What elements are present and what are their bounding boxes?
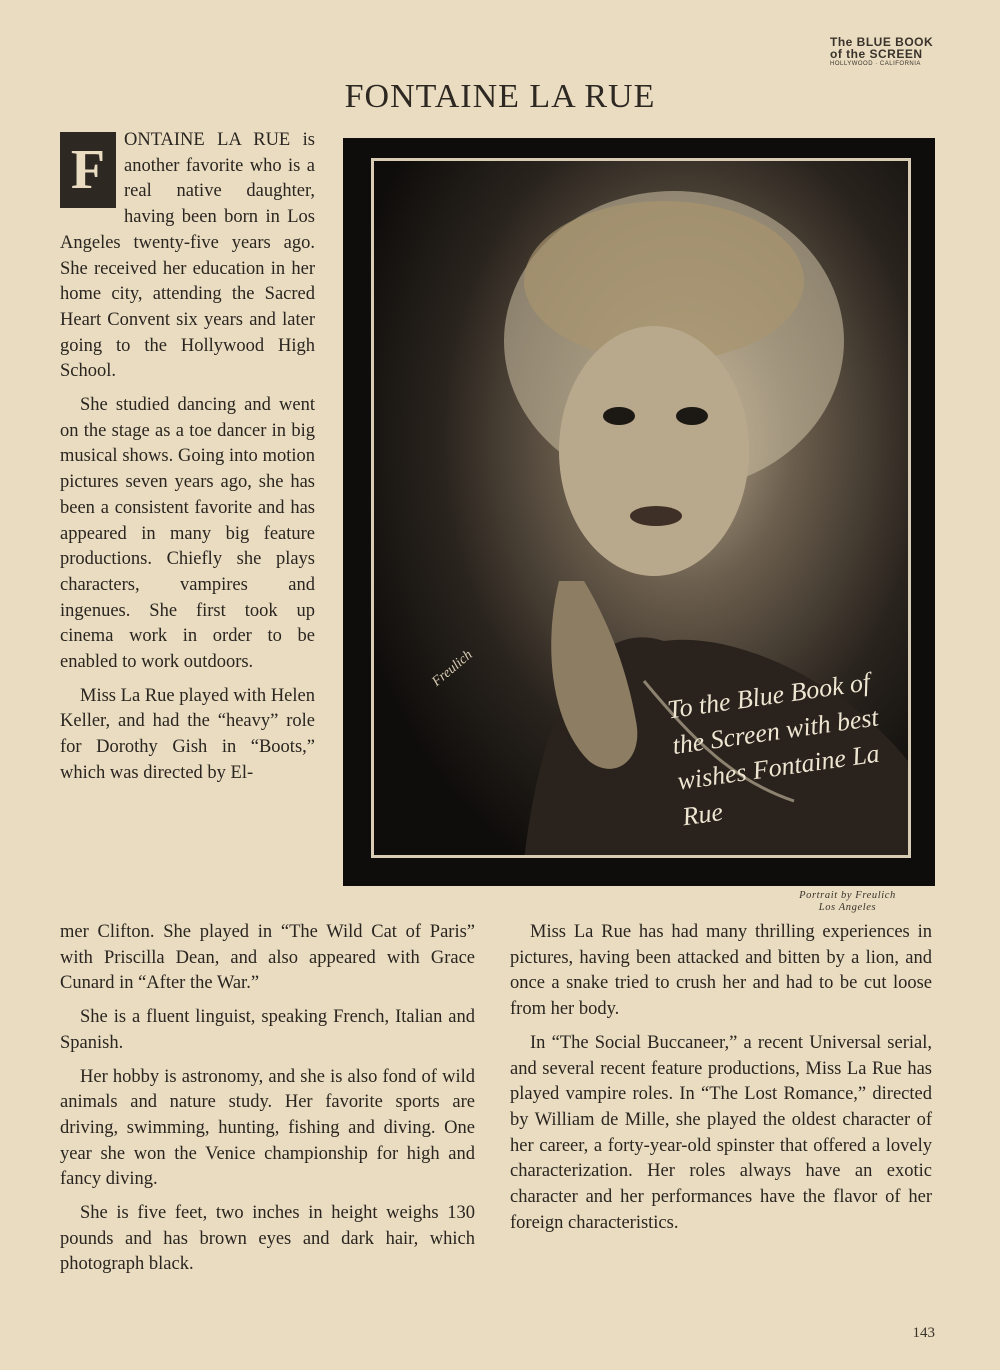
masthead-line-3: HOLLYWOOD · CALIFORNIA	[830, 61, 921, 67]
paragraph: ONTAINE LA RUE is another favorite who is a real native daughter, having been born in Los Angeles twenty-five years ago. She received her education in her home city, attending the Sacred Heart Convent six years and later going to the Hollywood High School.	[60, 130, 315, 382]
article-column-right-bottom	[510, 920, 932, 1244]
portrait-photo-frame	[343, 138, 935, 886]
caption-line-1: Portrait by Freulich	[799, 890, 896, 901]
caption-line-2: Los Angeles	[818, 902, 877, 913]
paragraph: Miss La Rue played with Helen Keller, and had the “heavy” role for Dorothy Gish in “Boots,” which was directed by El-	[60, 685, 315, 783]
article-column-left-top	[60, 128, 315, 795]
portrait-photo	[371, 158, 911, 858]
paragraph: She is five feet, two inches in height weighs 130 pounds and has brown eyes and dark hair, which photograph black.	[60, 1203, 475, 1275]
paragraph: In “The Social Buccaneer,” a recent Universal serial, and several recent feature productions, Miss La Rue has played vampire roles. In “The Lost Romance,” directed by William de Mille, she played the oldest character of her career, a forty-year-old spinster that offered a lovely characterization. Her roles always have an exotic character and her performances have the flavor of her foreign characteristics.	[510, 1032, 932, 1233]
paragraph: Miss La Rue has had many thrilling experiences in pictures, having been attacked and bitten by a lion, and once a snake tried to crush her and had to be cut loose from her body.	[510, 922, 932, 1020]
paragraph: mer Clifton. She played in “The Wild Cat of Paris” with Priscilla Dean, and also appeared with Grace Cunard in “After the War.”	[60, 922, 475, 994]
photographer-signature: Freulich	[429, 647, 476, 690]
masthead	[830, 36, 940, 68]
paragraph: She studied dancing and went on the stage as a toe dancer in big musical shows. Going into motion pictures seven years ago, she has been a consistent favorite and has appeared in many big feature productions. Chiefly she plays characters, vampires and ingenues. She first took up cinema work in order to be enabled to work outdoors.	[60, 395, 315, 673]
article-column-left-bottom	[60, 920, 475, 1286]
page-title: FONTAINE LA RUE	[344, 78, 656, 115]
photo-caption	[760, 890, 935, 914]
paragraph: She is a fluent linguist, speaking French, Italian and Spanish.	[60, 1007, 475, 1053]
page-number: 143	[912, 1325, 935, 1341]
masthead-line-2: of the SCREEN	[830, 47, 923, 61]
drop-cap-letter: F	[60, 132, 116, 208]
paragraph: Her hobby is astronomy, and she is also fond of wild animals and nature study. Her favorite sports are driving, swimming, hunting, fishing and diving. One year she won the Venice championship for high and fancy diving.	[60, 1066, 475, 1190]
autograph-inscription: To the Blue Book of the Screen with best wishes Fontaine La Rue	[665, 667, 882, 832]
masthead-line-1: The BLUE BOOK	[830, 35, 934, 49]
